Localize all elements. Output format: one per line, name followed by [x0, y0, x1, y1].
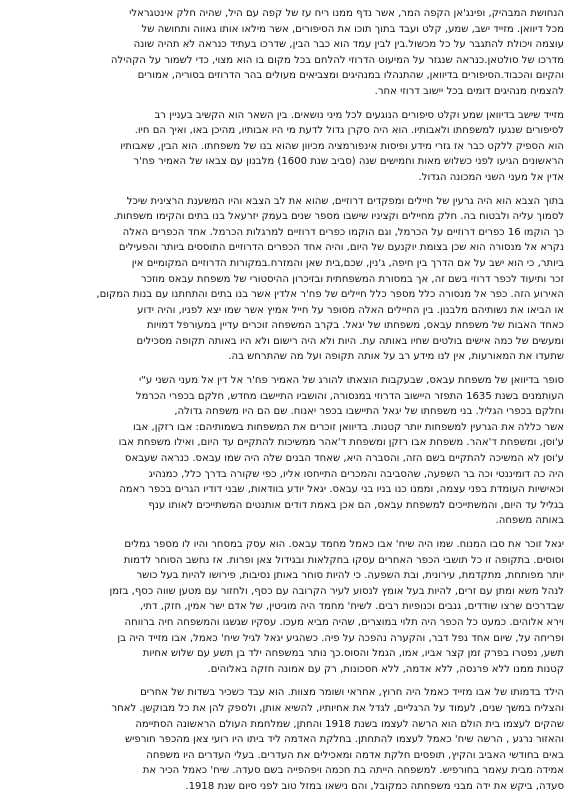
text-line: להצמיח מנהיגים דומים בכל יישוב דרוזי אחר. — [374, 85, 564, 97]
text-line: סופר בדיוואן של משפחת עבאס, שבעקבות הוצאתו להורג של האמיר פח'ר אל דין אל מעני השני ע"י — [138, 375, 564, 387]
text-line: תשע, נפטרו בפרק זמן קצר אביו, אמו, הגמל והסוס.כך נותר במשפחה ילד בן תשע עם שלוש אחיות — [142, 648, 564, 660]
text-line: נקרא אל מנסורה הוא שכן בצומת יוקנעם של היום, והיה אחד הכפרים הדרוזיים התוססים ביותר והפעילים — [118, 242, 564, 254]
text-line: ע'וסן לא המשיכה להתקיים בשם הזה, והסברה היא, שאחד הבנים שלה היה שמו עבאס. כנראה שעבאס — [124, 453, 564, 465]
paragraph — [12, 685, 564, 794]
text-line: או הביאו את נשותיהם מלבנון. בין החיילים האלה מסופר על חייל אמיץ אשר שמו יצא לפניו, והיה ידוע — [137, 304, 564, 316]
paragraph — [12, 6, 564, 100]
paragraph — [12, 537, 564, 677]
text-line: אמידה מבית עאמר בחורפיש. למשפחה הייתה בת חכמה ויפהפייה בשם סעדה. שיח' כאמל הכיר את — [142, 765, 564, 777]
text-line: והקיום והכבוד.הסיפורים בדיוואן, שהתנהלו במנהיגים ומצביאים מעולים בהר הדרוזים בסוריה, אמורים — [137, 70, 564, 82]
text-line: לסמוך עליה ולבטוח בה. חלק מחיילים וקציניו שישבו מספר שנים בעמק יזרעאל בנו בתים והקימו משפחות. — [113, 211, 564, 223]
paragraph — [12, 194, 564, 366]
text-line: האירוע הזה. כפר אל מנסורה כלל מספר כלל חיילים של פח'ר אלדין אשר בנו בתים והתחתנו עם בנות המקום, — [96, 289, 564, 301]
text-line: לסיפורים שנגעו למשפחתו ולאבותיו. הוא היה סקרן גדול לדעת מי היו אבותיו, מהיכן באו, ואיך הם חיו. — [134, 125, 564, 137]
text-line: מכל דיוואן. מזייד ישב, שמע, קלט ועבד בתוך תוכו את הסיפורים, אשר מילאו אותו גאווה ותחושה של — [141, 23, 564, 35]
text-line: הילד בדמותו של אבו מזייד כאמל היה חרוץ, אחראי ושומר מצוות. הוא עבד כשכיר בשדות של אחרים — [140, 687, 564, 699]
text-line: הראשונים הגיעו לפני כשלוש מאות וחמישים שנה (סביב שנת 1600) מלבנון עם צבאו של האמיר פח'ר — [133, 156, 564, 168]
text-line: והצליח במשך שנים, לעמוד על הרגליים, לגדל את אחיותיו, להשיא אותן, ולספק להן את כל מבוקשן. לאחר — [111, 702, 564, 714]
text-line: שתעדו את המאורעות, אין לנו מידע רב על אותה תקופה ועל מה שהתרחש בה. — [228, 351, 564, 363]
text-line: זכר ותיעוד לכפר דרוזי בשם זה, אך במסורת המשפחתית ובזיכרון ההיסטורי של משפחת עבאס מוזכר — [140, 273, 564, 285]
paragraph — [12, 373, 564, 529]
text-line: כאחד האבות של משפחת עבאס, משפחתו של יגאל. בקרב המשפחה זוכרים עדיין במעורפל דמויות — [146, 320, 564, 332]
text-line: שהקים לעצמו בית הולם הוא הרשה לעצמו בשנת 1918 והחתן, שמלחמת העולם הראשונה הסתיימה — [135, 718, 564, 730]
text-line: מדרכו של סולטאן.כנראה שנגזר על המיעוט הדרוזי להלחם בכל מקום בו הוא מצוי, כדי לשמור על הקהילה — [110, 54, 564, 66]
text-line: אדין אל מעני השני המכונה הגדול. — [418, 171, 564, 183]
text-line: כך הוקמו 16 כפרים דרוזיים על הכרמל, וגם הוקמו כפרים דרוזיים למרגלות הכרמל. אחד הכפרים האלה — [122, 226, 564, 238]
text-line: הוא הספיק ללקט כבר אז גזרי מידע ופיסות אינפורמציה מכיוון שהוא בנו של משפחתו. הוא הבין, שאבותיו — [120, 140, 564, 152]
text-line: אשר כללה את הגרעין למשפחות יותר קטנות. בדיוואן זוכרים את המשפחות בשמותיהם: אבו רזקן, אבו — [132, 421, 564, 433]
text-line: בגליל עד היום, והמשתייכים למשפחת עבאס, הם אכן באמת דודים אותנטים המשתייכים לאותו ענף — [148, 499, 564, 511]
text-line: באים בחודשי האביב והקיץ, תופסים חלקת אדמה ומאכילים את העדרים. בעלי העדרים היו משפחה — [146, 749, 564, 761]
text-line: יותר מפותחת, מתקדמת, עירונית, ובת השפעה. כי להיות סוחר באותן נסיבות, פירושו להיות בעל כושר — [136, 570, 564, 582]
paragraph — [12, 108, 564, 186]
text-line: ופריחה על, שיום אחד נפל דבר, והקערה נהפכה על פיה. כשהגיע יגאל לגיל שיח' כאמל, אבו מזייד היה בן — [117, 632, 564, 644]
text-line: הנחושת המבהיק, ופינג'אן הקפה המר, אשר נדף ממנו ריח עז של קפה עם היל, שהיה חלק אינטגראלי — [129, 8, 564, 19]
text-line: ע'וסן, ומשפחת ד'אהר. משפחת אבו רזקן ומשפחת ד'אהר ממשיכות להתקיים עד היום, ואילו משפחת אבו — [118, 437, 564, 449]
text-line: מזייד שישב בדיוואן שמע וקלט סיפורים הנוגעים לכל מיני נושאים. בין השאר הוא הקשיב בעניין רב — [154, 109, 564, 121]
text-line: קטנות ממנו ללא פרנסה, ללא אדמה, ללא חסכונות, רק עם אמונה חזקה באלוהים. — [207, 663, 564, 675]
text-line: והאזור נרגע , הרשה שיח' כאמל לעצמו להתחתן. בחלקת האדמה ליד ביתו היו רועי צאן מהכפר חורפיש — [125, 734, 564, 746]
text-line: באותה משפחה. — [495, 515, 564, 527]
text-line: וחלקם בכפרי הגליל. בני משפחתו של יגאל התיישבו בכפר יאנוח. שם הם היו משפחה גדולה, — [174, 406, 564, 418]
text-line: עוצמה ויכולת להתגבר על כל מכשול.בין לבין עמד הוא כבר הבין, שדרכו בעתיד כנראה לא תהיה שונה — [133, 39, 564, 51]
text-line: ומעשים של כמה אישים בולטים שחיו באותה עת. היות ולא היה רישום ולא היו באותה תקופה מסכילים — [136, 335, 564, 347]
text-line: יגאל זוכר את סבו המנוח. שמו היה שיח' אבו כאמל מחמד עבאס. הוא עסק במסחר והיו לו מספר גמלים — [124, 539, 564, 550]
text-line: לנהל משא ומתן עם זרים, להיות בעל אומץ לנסוע לעיר הקרובה עם כסף, ולחזור עם מטען שווה כסף, בזמן — [109, 585, 564, 597]
text-line: היה כה דומיננטי וכה בר השפעה, שהסביבה והמכרים התייחסו אליו, כפי שקורה בדרך כלל, כמנהיג — [148, 468, 564, 480]
text-line: בתוך הצבא הוא היה גרעין של חיילים ומפקדים דרוזיים, שהוא את לב הצבא והיו המשענת הרצינית שיכל — [126, 195, 564, 207]
text-line: ביותר, כי הוא ישב על אם הדרך בין חיפה, ג'נין, שכם,בית שאן והמזרח.במקורות הדרוזיים המקומיים אין — [131, 257, 564, 269]
text-line: שבדרכים שרצו שודדים, גנבים וכנופיות רבים. לשיח' מחמד היה מוניטין, של אדם ישר אמין, חזק, דתי, — [139, 601, 564, 613]
text-line: וסוסים. בתקופה זו כל תושבי הכפר האחרים עסקו בחקלאות ובגידול צאן ופרות. אז נחשב הסוחר לדמות — [123, 554, 564, 566]
text-line: סעדה, ביקש את ידה מבני משפחתה כמקובל, והם נישאו במזל טוב לפני סיום שנת 1918. — [185, 780, 564, 792]
text-line: וירא אלוהים. כמעט כל הכפר היה תלוי במוצרים, שהיה מביא מעכו. עסקיו שגשגו והמשפחה חיה ברווחה — [124, 616, 564, 628]
text-line: וכאישיות העומדת בפני עצמה, וממנו כנו בניו בני עבאס. יגאל יודע בוודאות, שבני דודיו הגרים בכפר ראמה — [119, 484, 564, 496]
text-line: העותמנים בשנת 1635 התפזר היישוב הדרוזי במנסורה, והושביו התיישבו מחדש, חלקם בכפרי הכרמל — [135, 390, 564, 402]
